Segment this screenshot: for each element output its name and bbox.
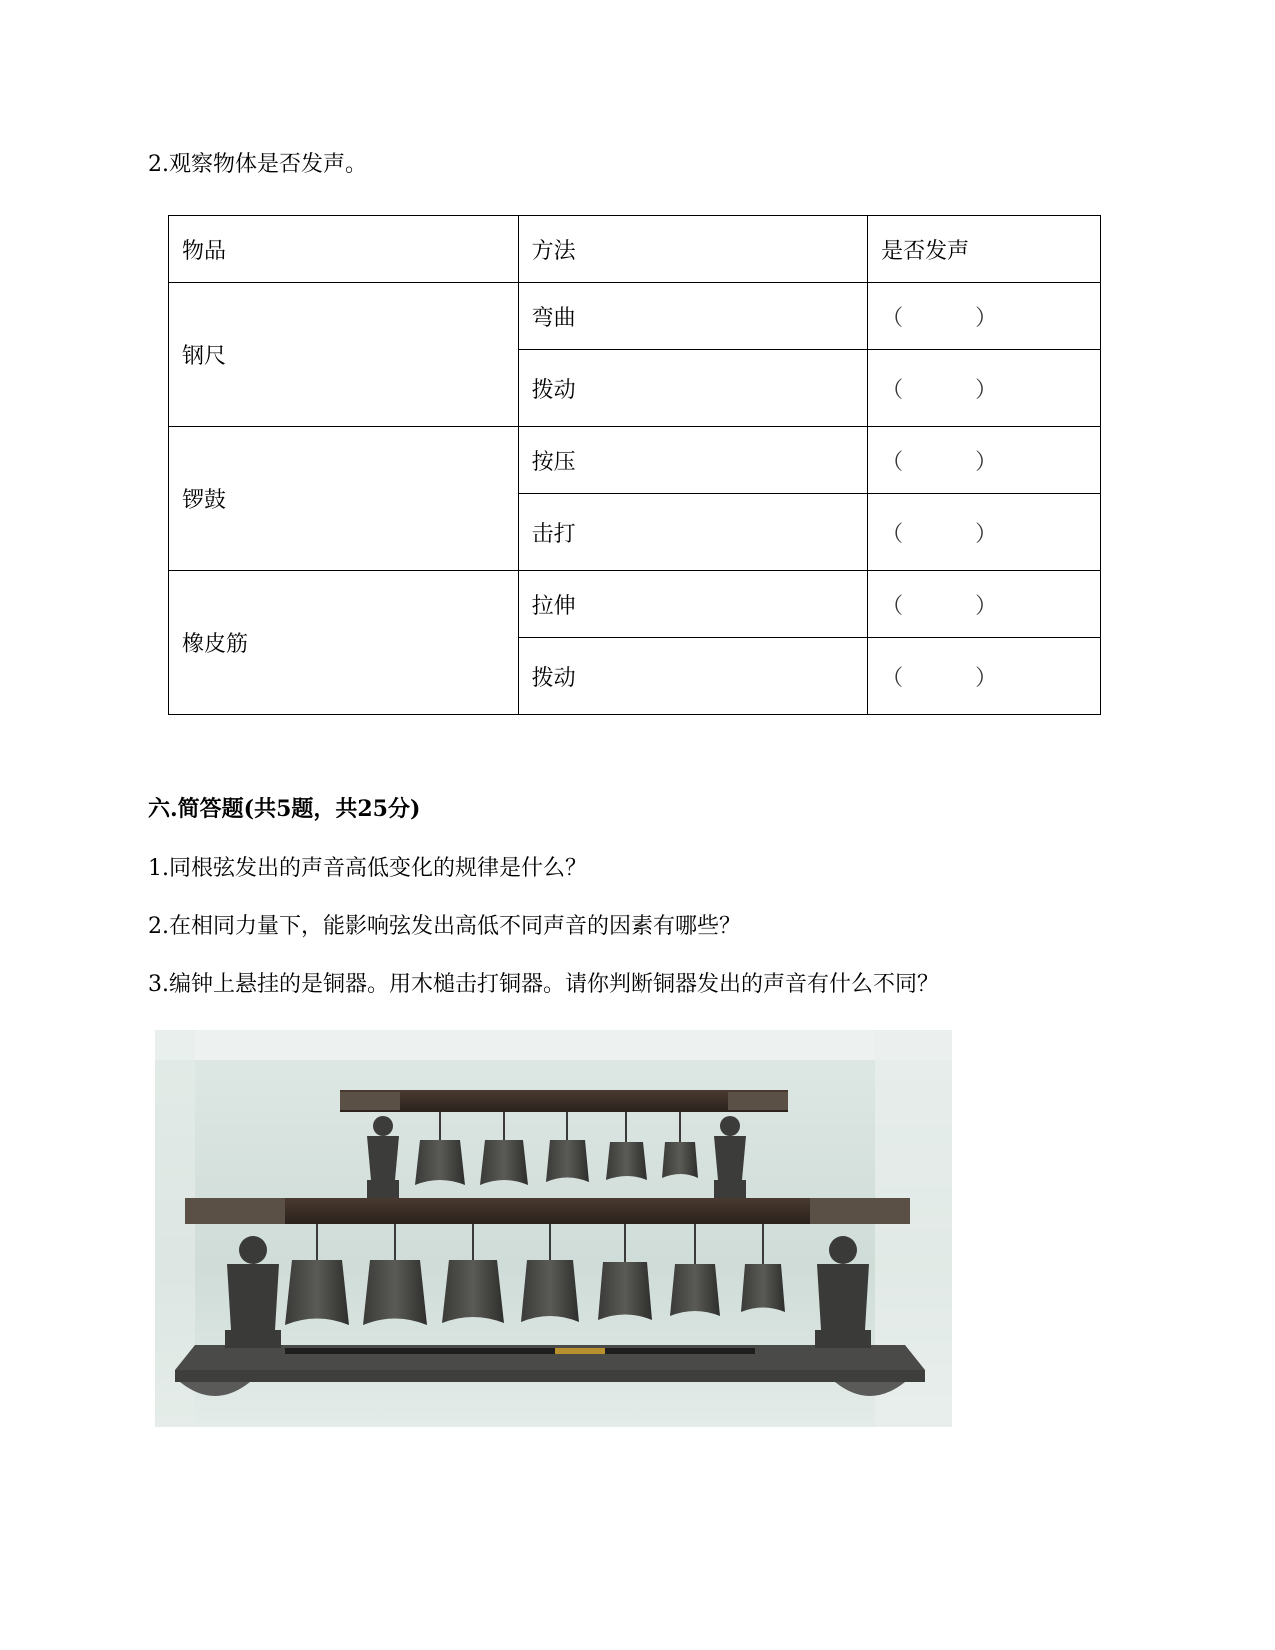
answer-blank[interactable]: （ ） xyxy=(868,283,1101,350)
short-answer-question-2: 2.在相同力量下，能影响弦发出高低不同声音的因素有哪些？ xyxy=(148,914,741,939)
method-cell: 弯曲 xyxy=(518,283,868,350)
answer-blank[interactable]: （ ） xyxy=(868,638,1101,715)
answer-blank[interactable]: （ ） xyxy=(868,350,1101,427)
method-cell: 拨动 xyxy=(518,638,868,715)
method-cell: 击打 xyxy=(518,494,868,571)
question-2-title: 2.观察物体是否发声。 xyxy=(148,152,367,177)
short-answer-question-3: 3.编钟上悬挂的是铜器。用木槌击打铜器。请你判断铜器发出的声音有什么不同？ xyxy=(148,972,939,997)
header-sound: 是否发声 xyxy=(868,216,1101,283)
answer-blank[interactable]: （ ） xyxy=(868,494,1101,571)
table-row xyxy=(169,427,1101,494)
header-item: 物品 xyxy=(169,216,519,283)
table-row xyxy=(169,283,1101,350)
short-answer-question-1: 1.同根弦发出的声音高低变化的规律是什么？ xyxy=(148,856,587,881)
item-cell: 锣鼓 xyxy=(169,427,519,571)
header-method: 方法 xyxy=(518,216,868,283)
section-6-heading: 六.简答题(共5题，共25分) xyxy=(148,796,421,822)
item-cell: 橡皮筋 xyxy=(169,571,519,715)
method-cell: 拉伸 xyxy=(518,571,868,638)
sound-observation-table xyxy=(168,215,1101,715)
answer-blank[interactable]: （ ） xyxy=(868,571,1101,638)
method-cell: 拨动 xyxy=(518,350,868,427)
bianzhong-chime-bells-photo xyxy=(155,1030,952,1427)
item-cell: 钢尺 xyxy=(169,283,519,427)
answer-blank[interactable]: （ ） xyxy=(868,427,1101,494)
method-cell: 按压 xyxy=(518,427,868,494)
table-row xyxy=(169,571,1101,638)
table-header-row xyxy=(169,216,1101,283)
